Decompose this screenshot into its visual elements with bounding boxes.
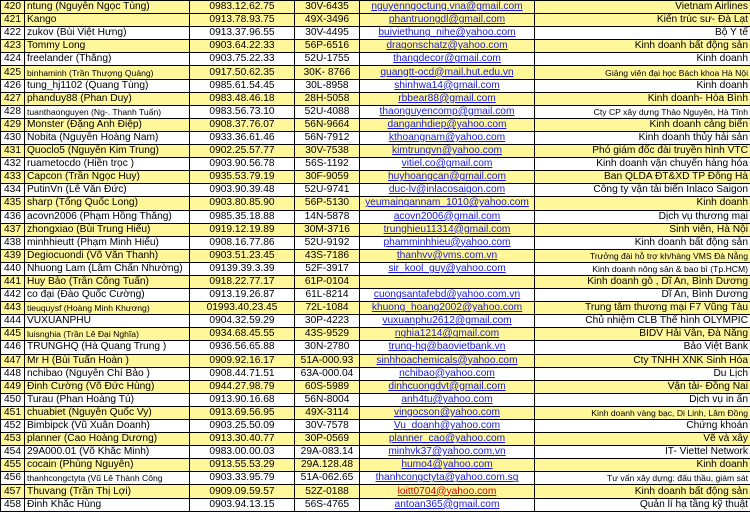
license-plate-cell: 63A-000.04 — [295, 367, 360, 380]
member-name-cell: nchibao (Nguyễn Chí Bảo ) — [25, 367, 190, 380]
occupation-cell: Tư vấn xây dựng: đấu thầu, giám sát — [535, 472, 750, 485]
table-row — [1, 328, 750, 341]
occupation-cell: Dịch vụ thương mại — [535, 210, 750, 223]
row-number-cell: 440 — [1, 262, 25, 275]
license-plate-cell: 30V-7538 — [295, 145, 360, 158]
occupation-cell: Dịch vụ in ấn — [535, 393, 750, 406]
table-row — [1, 472, 750, 485]
phone-cell: 01993.40.23.45 — [190, 302, 295, 315]
phone-cell: 0903.64.22.33 — [190, 40, 295, 53]
row-number-cell: 450 — [1, 393, 25, 406]
license-plate-cell: 30K- 8766 — [295, 66, 360, 79]
occupation-cell: Kinh doanh cảng biển — [535, 118, 750, 131]
phone-cell: 0983.56.73.10 — [190, 105, 295, 118]
member-name-cell: 29A000.01 (Võ Khắc Minh) — [25, 446, 190, 459]
occupation-cell: Trung tâm thương mại F7 Vũng Tàu — [535, 302, 750, 315]
occupation-cell: Bảo Việt Bank — [535, 341, 750, 354]
license-plate-cell: 30V-6435 — [295, 1, 360, 14]
member-name-cell: minhhieutt (Phạm Minh Hiếu) — [25, 236, 190, 249]
row-number-cell: 424 — [1, 53, 25, 66]
member-name-cell: tieuquysf (Hoàng Minh Khương) — [25, 302, 190, 315]
member-name-cell: Nobita (Nguyễn Hoàng Nam) — [25, 131, 190, 144]
row-number-cell: 455 — [1, 459, 25, 472]
table-row — [1, 341, 750, 354]
email-link[interactable]: acovn2006@gmail.com — [360, 210, 535, 223]
member-name-cell: TRUNGHQ (Hà Quang Trung ) — [25, 341, 190, 354]
email-link[interactable]: minhvk37@yahoo.com.vn — [360, 446, 535, 459]
member-name-cell: planner (Cao Hoàng Dương) — [25, 433, 190, 446]
occupation-cell: Kinh doanh gỗ , Dĩ An, Bình Dương — [535, 275, 750, 288]
phone-cell: 0908.44.71.51 — [190, 367, 295, 380]
occupation-cell: Chứng khoán — [535, 420, 750, 433]
row-number-cell: 444 — [1, 315, 25, 328]
row-number-cell: 453 — [1, 433, 25, 446]
license-plate-cell: 43S-9529 — [295, 328, 360, 341]
occupation-cell: Kiến trúc sư- Đà Lạt — [535, 14, 750, 27]
member-name-cell: luisnghia (Trần Lê Đại Nghĩa) — [25, 328, 190, 341]
table-row — [1, 105, 750, 118]
member-name-cell: Nhuong Lam (Lâm Chấn Nhường) — [25, 262, 190, 275]
table-row — [1, 446, 750, 459]
email-link[interactable]: trung-hq@baovietbank.vn — [360, 341, 535, 354]
member-name-cell: chuabiet (Nguyễn Quốc Vy) — [25, 406, 190, 419]
license-plate-cell: 52U-1755 — [295, 53, 360, 66]
occupation-cell: Bộ Y tế — [535, 27, 750, 40]
phone-cell: 0902.25.57.77 — [190, 145, 295, 158]
occupation-cell: Sinh viên, Hà Nội — [535, 223, 750, 236]
occupation-cell: Kinh doanh- Hòa Bình — [535, 92, 750, 105]
table-row — [1, 145, 750, 158]
member-name-cell: acovn2006 (Phạm Hồng Thắng) — [25, 210, 190, 223]
email-link[interactable]: antoan365@gmail.com — [360, 498, 535, 511]
email-link[interactable]: planner_cao@yahoo.com — [360, 433, 535, 446]
row-number-cell: 451 — [1, 406, 25, 419]
email-link[interactable]: nguyenngoctung.vna@gmail.com — [360, 1, 535, 14]
table-row — [1, 289, 750, 302]
license-plate-cell: 60S-5989 — [295, 380, 360, 393]
license-plate-cell: 49X-3496 — [295, 14, 360, 27]
row-number-cell: 456 — [1, 472, 25, 485]
table-row — [1, 14, 750, 27]
phone-cell: 0944.27.98.79 — [190, 380, 295, 393]
occupation-cell: Kinh doanh thủy hải sản — [535, 131, 750, 144]
member-name-cell: zukov (Bùi Việt Hưng) — [25, 27, 190, 40]
table-row — [1, 184, 750, 197]
phone-cell: 0903.33.95.79 — [190, 472, 295, 485]
table-row — [1, 236, 750, 249]
row-number-cell: 443 — [1, 302, 25, 315]
license-plate-cell: 30F-9059 — [295, 171, 360, 184]
phone-cell: 0913.78.93.75 — [190, 14, 295, 27]
occupation-cell: Phó giám đốc đài truyền hình VTC — [535, 145, 750, 158]
email-link[interactable]: danganhdiep@yahoo.com — [360, 118, 535, 131]
member-name-cell: ruametocdo (Hiền trọc ) — [25, 158, 190, 171]
email-link[interactable]: Vu_doanh@yahoo.com — [360, 420, 535, 433]
row-number-cell: 439 — [1, 249, 25, 262]
email-link[interactable]: nchibao@yahoo.com — [360, 367, 535, 380]
table-row — [1, 118, 750, 131]
email-link[interactable]: sir_kool_guy@yahoo.com — [360, 262, 535, 275]
table-row — [1, 131, 750, 144]
table-row — [1, 249, 750, 262]
occupation-cell: Kinh doanh — [535, 79, 750, 92]
phone-cell: 0983.00.00.03 — [190, 446, 295, 459]
phone-cell: 0934.68.45.55 — [190, 328, 295, 341]
table-row — [1, 406, 750, 419]
table-row — [1, 315, 750, 328]
phone-cell: 0908.37.76.07 — [190, 118, 295, 131]
phone-cell: 0903.80.85.90 — [190, 197, 295, 210]
table-row — [1, 79, 750, 92]
license-plate-cell: 61L-8214 — [295, 289, 360, 302]
member-name-cell: zhongxiao (Bùi Trung Hiếu) — [25, 223, 190, 236]
license-plate-cell: 43S-7186 — [295, 249, 360, 262]
email-link[interactable]: loitt0704@yahoo.com — [360, 485, 535, 498]
phone-cell: 0903.51.23.45 — [190, 249, 295, 262]
license-plate-cell: 56N-9664 — [295, 118, 360, 131]
license-plate-cell: 52F-3917 — [295, 262, 360, 275]
email-link[interactable]: shinhwa14@gmail.com — [360, 79, 535, 92]
member-name-cell: Mr H (Bùi Tuấn Hoàn ) — [25, 354, 190, 367]
email-link[interactable]: quangtt-ocd@mail.hut.edu.vn — [360, 66, 535, 79]
table-row — [1, 367, 750, 380]
phone-cell: 0913.90.16.68 — [190, 393, 295, 406]
row-number-cell: 454 — [1, 446, 25, 459]
table-row — [1, 171, 750, 184]
table-row — [1, 92, 750, 105]
phone-cell: 0985.35.18.88 — [190, 210, 295, 223]
member-name-cell: Đinh Cường (Võ Đức Hùng) — [25, 380, 190, 393]
email-link[interactable]: thangdecor@gmail.com — [360, 53, 535, 66]
license-plate-cell: 30P-4223 — [295, 315, 360, 328]
license-plate-cell: 30V-7578 — [295, 420, 360, 433]
license-plate-cell: 56P-5130 — [295, 197, 360, 210]
row-number-cell: 432 — [1, 158, 25, 171]
table-row — [1, 262, 750, 275]
phone-cell: 0909.09.59.57 — [190, 485, 295, 498]
license-plate-cell: 29A-083.14 — [295, 446, 360, 459]
occupation-cell: Ban QLDA ĐT&XD TP Đông Hà — [535, 171, 750, 184]
phone-cell: 0913.19.26.87 — [190, 289, 295, 302]
license-plate-cell: 49X-3114 — [295, 406, 360, 419]
license-plate-cell: 52U-9192 — [295, 236, 360, 249]
member-name-cell: Kango — [25, 14, 190, 27]
phone-cell: 0908.16.77.86 — [190, 236, 295, 249]
occupation-cell: Kinh doanh — [535, 53, 750, 66]
member-name-cell: Capcon (Trần Ngọc Huy) — [25, 171, 190, 184]
email-link[interactable]: thanhvv@vms.com.vn — [360, 249, 535, 262]
email-link[interactable]: vuxuanphu2612@gmail.com — [360, 315, 535, 328]
phone-cell: 09139.39.3.39 — [190, 262, 295, 275]
email-link[interactable]: trunghieu11314@gmail.com — [360, 223, 535, 236]
member-name-cell: Bimbipck (Vũ Xuân Doanh) — [25, 420, 190, 433]
phone-cell: 0909.92.16.17 — [190, 354, 295, 367]
member-name-cell: VUXUANPHU — [25, 315, 190, 328]
row-number-cell: 420 — [1, 1, 25, 14]
phone-cell: 0935.53.79.19 — [190, 171, 295, 184]
license-plate-cell: 14N-5878 — [295, 210, 360, 223]
member-name-cell: binhaminh (Trần Thượng Quảng) — [25, 66, 190, 79]
table-row — [1, 433, 750, 446]
license-plate-cell: 30M-3716 — [295, 223, 360, 236]
table-row — [1, 210, 750, 223]
email-link[interactable]: sinhhoachemicals@yahoo.com — [360, 354, 535, 367]
table-row — [1, 459, 750, 472]
member-name-cell: ntung (Nguyễn Ngọc Tùng) — [25, 1, 190, 14]
occupation-cell: Quản lí hạ tầng kỹ thuật — [535, 498, 750, 511]
email-link[interactable]: vingocson@yahoo.com — [360, 406, 535, 419]
phone-cell: 0933.36.61.46 — [190, 131, 295, 144]
table-row — [1, 393, 750, 406]
license-plate-cell: 52U-4088 — [295, 105, 360, 118]
license-plate-cell: 56N-7912 — [295, 131, 360, 144]
email-link[interactable]: dragonschatz@yahoo.com — [360, 40, 535, 53]
member-name-cell: Huy Bảo (Trần Công Tuấn) — [25, 275, 190, 288]
occupation-cell: Cty TNHH XNK Sinh Hóa — [535, 354, 750, 367]
phone-cell: 0913.55.53.29 — [190, 459, 295, 472]
member-name-cell: tung_hj1102 (Quang Tùng) — [25, 79, 190, 92]
email-link[interactable]: anh4tu@yahoo.com — [360, 393, 535, 406]
occupation-cell: Trưởng đài hỗ trợ kh/hàng VMS Đà Nẵng — [535, 249, 750, 262]
table-row — [1, 197, 750, 210]
table-row — [1, 53, 750, 66]
phone-cell: 0985.61.54.45 — [190, 79, 295, 92]
table-row — [1, 27, 750, 40]
row-number-cell: 457 — [1, 485, 25, 498]
row-number-cell: 423 — [1, 40, 25, 53]
license-plate-cell: 30N-2780 — [295, 341, 360, 354]
email-link[interactable]: yeumaingannam_1010@yahoo.com — [360, 197, 535, 210]
table-row — [1, 158, 750, 171]
member-name-cell: Thuvang (Trần Thị Lợi) — [25, 485, 190, 498]
occupation-cell: IT- Viettel Network — [535, 446, 750, 459]
phone-cell: 0936.56.65.88 — [190, 341, 295, 354]
phone-cell: 0913.69.56.95 — [190, 406, 295, 419]
member-name-cell: PutinVn (Lê Văn Đức) — [25, 184, 190, 197]
table-row — [1, 354, 750, 367]
phone-cell: 0903.75.22.33 — [190, 53, 295, 66]
member-name-cell: Tommy Long — [25, 40, 190, 53]
member-name-cell: tuanthaonguyen (Ng-. Thanh Tuấn) — [25, 105, 190, 118]
row-number-cell: 421 — [1, 14, 25, 27]
member-name-cell: freelander (Thắng) — [25, 53, 190, 66]
row-number-cell: 425 — [1, 66, 25, 79]
occupation-cell: Công ty vận tải biển Inlaco Saigon — [535, 184, 750, 197]
member-name-cell: sharp (Tống Quốc Long) — [25, 197, 190, 210]
license-plate-cell: 52Z-0188 — [295, 485, 360, 498]
license-plate-cell: 30P-0569 — [295, 433, 360, 446]
row-number-cell: 458 — [1, 498, 25, 511]
email-link[interactable]: buiviethung_nihe@yahoo.com — [360, 27, 535, 40]
email-link[interactable]: khuong_hoang2002@yahoo.com — [360, 302, 535, 315]
license-plate-cell: 72L-1084 — [295, 302, 360, 315]
phone-cell: 0913.30.40.77 — [190, 433, 295, 446]
occupation-cell: Kinh doanh bất động sản — [535, 485, 750, 498]
email-link[interactable]: vitiel.co@gmail.com — [360, 158, 535, 171]
table-row — [1, 302, 750, 315]
row-number-cell: 438 — [1, 236, 25, 249]
member-name-cell: Turau (Phan Hoàng Tú) — [25, 393, 190, 406]
phone-cell: 0917.50.62.35 — [190, 66, 295, 79]
email-link[interactable]: rbbear88@gmail.com — [360, 92, 535, 105]
row-number-cell: 434 — [1, 184, 25, 197]
row-number-cell: 437 — [1, 223, 25, 236]
row-number-cell: 433 — [1, 171, 25, 184]
email-link[interactable]: dinhcuongdvt@gmail.com — [360, 380, 535, 393]
table-row — [1, 380, 750, 393]
phone-cell: 0919.12.19.89 — [190, 223, 295, 236]
license-plate-cell: 51A-000.93 — [295, 354, 360, 367]
phone-cell: 0913.37.96.55 — [190, 27, 295, 40]
email-link[interactable]: cuongsantafebd@yahoo.com.vn — [360, 289, 535, 302]
row-number-cell: 448 — [1, 367, 25, 380]
row-number-cell: 449 — [1, 380, 25, 393]
email-link[interactable]: phamminhhieu@yahoo.com — [360, 236, 535, 249]
row-number-cell: 435 — [1, 197, 25, 210]
occupation-cell: Dĩ An, Bình Dương — [535, 289, 750, 302]
license-plate-cell: 56N-8004 — [295, 393, 360, 406]
occupation-cell: Kinh doanh vận chuyển hàng hóa — [535, 158, 750, 171]
member-name-cell: Đinh Khắc Hùng — [25, 498, 190, 511]
row-number-cell: 441 — [1, 275, 25, 288]
license-plate-cell: 30L-8958 — [295, 79, 360, 92]
phone-cell: 0903.90.39.48 — [190, 184, 295, 197]
member-name-cell: phanduy88 (Phan Duy) — [25, 92, 190, 105]
occupation-cell: Chủ nhiệm CLB Thể hình OLYMPIC — [535, 315, 750, 328]
table-row — [1, 420, 750, 433]
table-row — [1, 223, 750, 236]
license-plate-cell: 30V-4495 — [295, 27, 360, 40]
occupation-cell: Vẽ và xây — [535, 433, 750, 446]
table-row — [1, 66, 750, 79]
license-plate-cell: 29A.128.48 — [295, 459, 360, 472]
phone-cell: 0918.22.77.17 — [190, 275, 295, 288]
occupation-cell: Cty CP xây dựng Thảo Nguyên, Hà Tĩnh — [535, 105, 750, 118]
row-number-cell: 436 — [1, 210, 25, 223]
email-link[interactable]: duc-lv@inlacosaigon.com — [360, 184, 535, 197]
email-link[interactable]: phantruongdl@gmail.com — [360, 14, 535, 27]
occupation-cell: Giảng viên đại học Bách khoa Hà Nội — [535, 66, 750, 79]
email-link[interactable]: kimtrungvn@yahoo.com — [360, 145, 535, 158]
row-number-cell: 446 — [1, 341, 25, 354]
occupation-cell: Kinh doanh — [535, 197, 750, 210]
phone-cell: 0983.12.62.75 — [190, 1, 295, 14]
license-plate-cell: 28H-5058 — [295, 92, 360, 105]
row-number-cell: 445 — [1, 328, 25, 341]
occupation-cell: Kinh doanh bất động sản — [535, 236, 750, 249]
occupation-cell: Kinh doanh bất động sản — [535, 40, 750, 53]
row-number-cell: 452 — [1, 420, 25, 433]
phone-cell: 0903.90.56.78 — [190, 158, 295, 171]
table-row — [1, 40, 750, 53]
email-link[interactable]: thanhcongctyta@yahoo.com.sg — [360, 472, 535, 485]
phone-cell: 0983.48.46.18 — [190, 92, 295, 105]
table-row — [1, 498, 750, 511]
row-number-cell: 426 — [1, 79, 25, 92]
member-name-cell: co đại (Đào Quốc Cường) — [25, 289, 190, 302]
email-link — [360, 275, 535, 288]
license-plate-cell: 51A-062.65 — [295, 472, 360, 485]
table-row — [1, 275, 750, 288]
member-name-cell: cocain (Phùng Nguyên) — [25, 459, 190, 472]
row-number-cell: 429 — [1, 118, 25, 131]
email-link[interactable]: humo4@yahoo.com — [360, 459, 535, 472]
occupation-cell: Kinh doanh — [535, 459, 750, 472]
license-plate-cell: 56P-6516 — [295, 40, 360, 53]
table-row — [1, 1, 750, 14]
email-link[interactable]: huyhoangcan@gmail.com — [360, 171, 535, 184]
license-plate-cell: 52U-9741 — [295, 184, 360, 197]
row-number-cell: 442 — [1, 289, 25, 302]
occupation-cell: BIDV Hải Vân, Đà Nẵng — [535, 328, 750, 341]
member-name-cell: Degiocuondi (Võ Văn Thanh) — [25, 249, 190, 262]
row-number-cell: 427 — [1, 92, 25, 105]
email-link[interactable]: nghia1214@gmail.com — [360, 328, 535, 341]
member-name-cell: thanhcongctyta (Vũ Lê Thành Công — [25, 472, 190, 485]
table-row — [1, 485, 750, 498]
occupation-cell: Vận tải- Đồng Nai — [535, 380, 750, 393]
occupation-cell: Du Lịch — [535, 367, 750, 380]
license-plate-cell: 56S-4765 — [295, 498, 360, 511]
email-link[interactable]: kthoangnam@yahoo.com — [360, 131, 535, 144]
occupation-cell: Kinh doanh vàng bạc, Di Linh, Lâm Đồng — [535, 406, 750, 419]
table-body — [1, 1, 750, 512]
row-number-cell: 431 — [1, 145, 25, 158]
occupation-cell: Kinh doanh nông sản & bao bì (Tp.HCM) — [535, 262, 750, 275]
phone-cell: 0903.94.13.15 — [190, 498, 295, 511]
row-number-cell: 447 — [1, 354, 25, 367]
member-name-cell: Quoclo5 (Nguyễn Kim Trung) — [25, 145, 190, 158]
row-number-cell: 422 — [1, 27, 25, 40]
row-number-cell: 428 — [1, 105, 25, 118]
phone-cell: 0904.32.59.29 — [190, 315, 295, 328]
member-name-cell: Monster (Đặng Anh Điệp) — [25, 118, 190, 131]
license-plate-cell: 56S-1192 — [295, 158, 360, 171]
row-number-cell: 430 — [1, 131, 25, 144]
email-link[interactable]: thaonguyencomp@gmail.com — [360, 105, 535, 118]
occupation-cell: Vietnam Airlines — [535, 1, 750, 14]
phone-cell: 0903.25.50.09 — [190, 420, 295, 433]
license-plate-cell: 61P-0104 — [295, 275, 360, 288]
